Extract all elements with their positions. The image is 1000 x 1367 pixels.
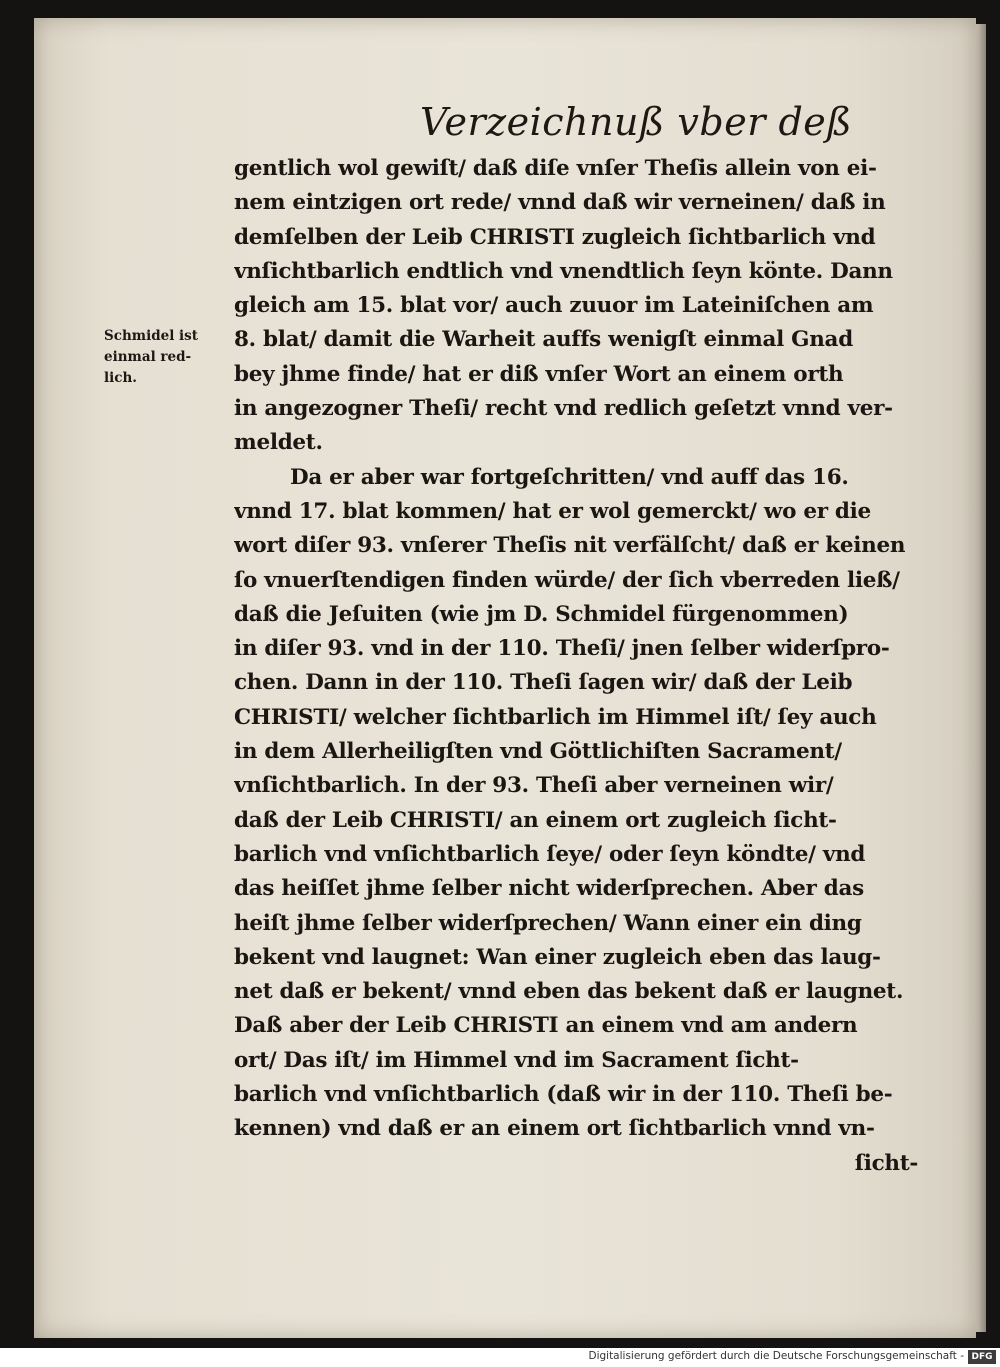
margin-note-line: einmal red-	[104, 349, 192, 365]
text-line: CHRISTI/ welcher ſichtbarlich im Himmel iſt/ ſey auch	[234, 704, 877, 730]
margin-note	[104, 326, 232, 389]
text-line: barlich vnd vnſichtbarlich ſeye/ oder ſeyn köndte/ vnd	[234, 841, 866, 867]
text-line: bey jhme finde/ hat er diß vnſer Wort an einem orth	[234, 361, 844, 387]
margin-note-line: Schmidel ist	[104, 328, 199, 344]
text-line: meldet.	[234, 430, 323, 456]
text-line: nem eintzigen ort rede/ vnnd daß wir verneinen/ daß in	[234, 190, 886, 216]
text-line: bekent vnd laugnet: Wan einer zugleich eben das laug-	[234, 944, 881, 970]
body-text	[234, 152, 924, 1181]
text-line: vnnd 17. blat kommen/ hat er wol gemerckt/ wo er die	[234, 498, 871, 524]
text-line: gleich am 15. blat vor/ auch zuuor im Lateiniſchen am	[234, 293, 874, 319]
text-line: daß der Leib CHRISTI/ an einem ort zugleich ſicht-	[234, 807, 837, 833]
text-line: ort/ Das iſt/ im Himmel vnd im Sacrament ſicht-	[234, 1047, 799, 1073]
text-line: kennen) vnd daß er an einem ort ſichtbarlich vnnd vn-	[234, 1116, 875, 1142]
margin-note-line: lich.	[104, 370, 137, 386]
running-head: Verzeichnuß vber deß	[420, 100, 853, 144]
text-line: in diſer 93. vnd in der 110. Theſi/ jnen ſelber widerſpro-	[234, 636, 890, 662]
text-line: das heiſſet jhme ſelber nicht widerſprechen. Aber das	[234, 876, 864, 902]
footer	[0, 1348, 1000, 1367]
footer-credit: Digitalisierung gefördert durch die Deutsche Forschungsgemeinschaft -	[588, 1350, 964, 1362]
text-line: heiſt jhme ſelber widerſprechen/ Wann einer ein ding	[234, 910, 862, 936]
text-line: vnſichtbarlich. In der 93. Theſi aber verneinen wir/	[234, 773, 834, 799]
text-line: chen. Dann in der 110. Theſi ſagen wir/ daß der Leib	[234, 670, 853, 696]
text-line: vnſichtbarlich endtlich vnd vnendtlich ſeyn könte. Dann	[234, 258, 893, 284]
text-line: wort diſer 93. vnſerer Theſis nit verfälſcht/ daß er keinen	[234, 533, 906, 559]
text-line: daß die Jeſuiten (wie jm D. Schmidel fürgenommen)	[234, 601, 849, 627]
text-line: gentlich wol gewiſt/ daß diſe vnſer Theſis allein von ei-	[234, 156, 877, 181]
text-line: in dem Allerheiligſten vnd Göttlichiſten Sacrament/	[234, 739, 842, 765]
dfg-logo: DFG	[968, 1350, 996, 1364]
text-line: 8. blat/ damit die Warheit auffs wenigſt einmal Gnad	[234, 327, 853, 353]
text-line: in angezogner Theſi/ recht vnd redlich geſetzt vnnd ver-	[234, 396, 893, 422]
text-line: Daß aber der Leib CHRISTI an einem vnd am andern	[234, 1013, 858, 1039]
text-line: barlich vnd vnſichtbarlich (daß wir in der 110. Theſi be-	[234, 1082, 893, 1108]
text-line: Da er aber war fortgeſchritten/ vnd auff das 16.	[290, 464, 849, 490]
text-line: net daß er bekent/ vnnd eben das bekent daß er laugnet.	[234, 979, 904, 1005]
catchword: ſicht-	[854, 1150, 918, 1176]
text-line: demſelben der Leib CHRISTI zugleich ſichtbarlich vnd	[234, 224, 876, 250]
text-line: ſo vnuerſtendigen finden würde/ der ſich vberreden ließ/	[234, 567, 900, 593]
